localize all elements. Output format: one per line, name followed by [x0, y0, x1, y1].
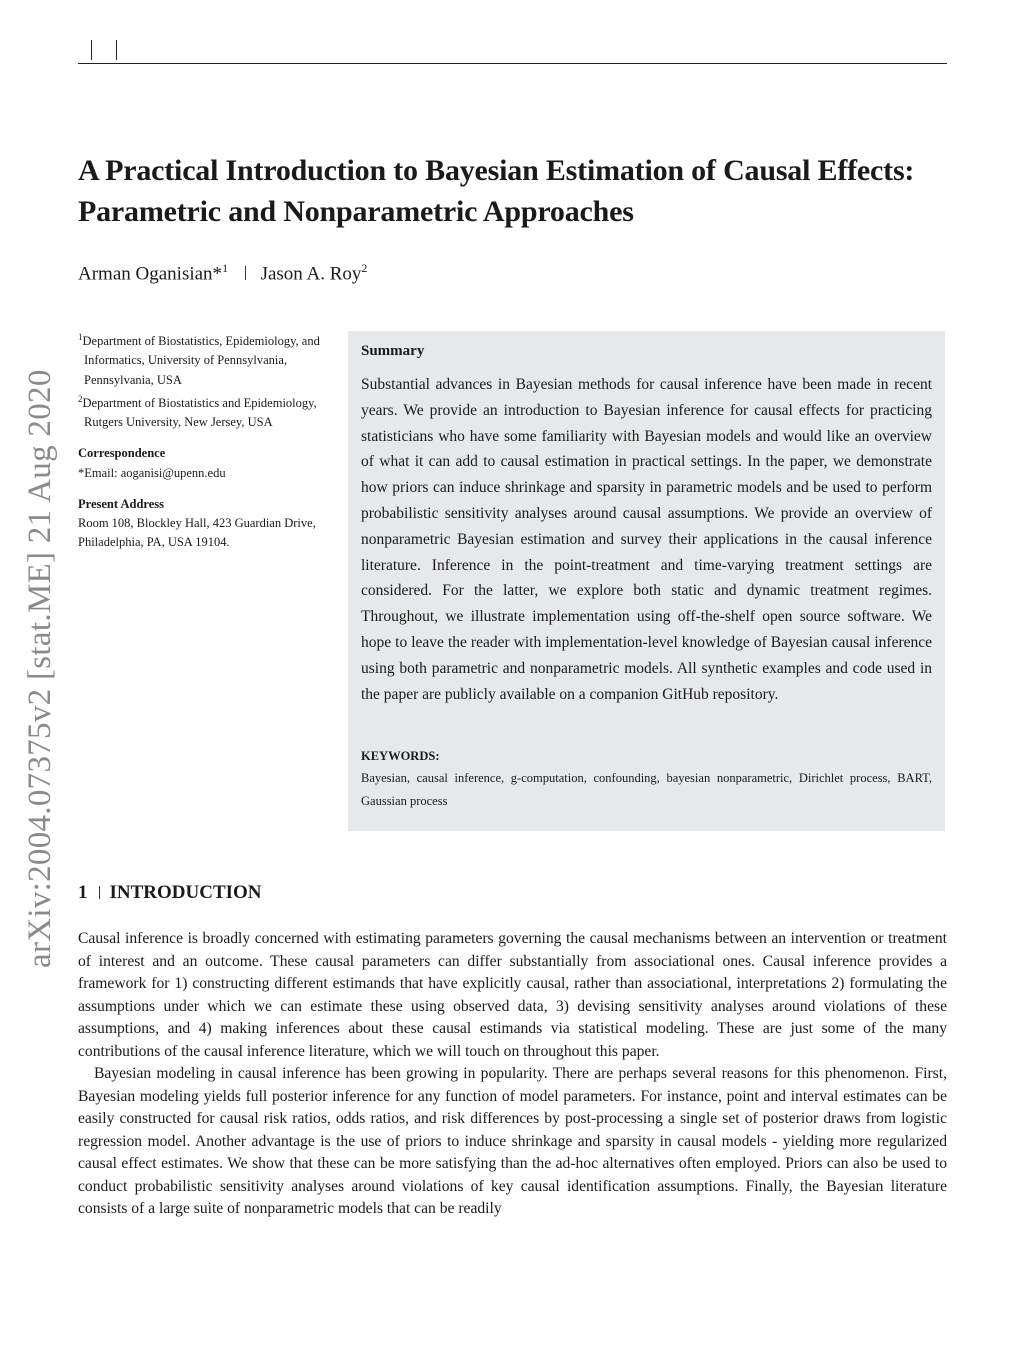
affiliation-2-marker: 2 — [78, 393, 83, 404]
section-heading — [78, 882, 262, 904]
summary-heading: Summary — [361, 343, 425, 359]
section-title: INTRODUCTION — [109, 882, 262, 903]
keywords-heading: KEYWORDS: — [361, 749, 440, 763]
affiliation-2 — [78, 390, 338, 433]
keywords-text: Bayesian, causal inference, g-computation, confounding, bayesian nonparametric, Dirichlet process, BART, Gaussian process — [361, 771, 932, 808]
affiliation-1 — [78, 328, 338, 390]
body-paragraph-2: Bayesian modeling in causal inference has been growing in popularity. There are perhaps several reasons for this phenomenon. First, Bayesian modeling yields full posterior inference for any function of model parameters. For instance, point and interval estimates can be easily constructed for causal risk ratios, odds ratios, and risk differences by post-processing a single set of posterior draws from logistic regression model. Another advantage is the use of priors to induce shrinkage and sparsity in causal models - yielding more regularized causal effect estimates. We show that these can be more satisfying than the ad-hoc alternatives often employed. Priors can also be used to conduct probabilistic sensitivity analyses around violations of key causal identification assumptions. Finally, the Bayesian literature consists of a large suite of nonparametric models that can be readily — [78, 1065, 947, 1217]
present-address-text: Room 108, Blockley Hall, 423 Guardian Drive, Philadelphia, PA, USA 19104. — [78, 515, 316, 550]
section-number: 1 — [78, 882, 88, 903]
author-line — [78, 261, 367, 285]
body-text — [78, 928, 947, 1221]
author-2-affiliation: 2 — [361, 261, 368, 275]
header-mark-left — [91, 40, 92, 60]
affiliation-1-text: Department of Biostatistics, Epidemiology, and Informatics, University of Pennsylvania, Pennsylvania, USA — [82, 334, 320, 387]
header-rule — [78, 63, 947, 64]
author-1-affiliation: 1 — [222, 261, 229, 275]
affiliations-column — [78, 328, 338, 552]
paper-title: A Practical Introduction to Bayesian Estimation of Causal Effects: Parametric and Nonparametric Approaches — [78, 154, 915, 228]
present-address-heading: Present Address — [78, 496, 164, 511]
correspondence-email: *Email: aoganisi@upenn.edu — [78, 465, 226, 480]
affiliation-1-marker: 1 — [78, 332, 83, 342]
author-separator — [245, 266, 246, 280]
author-2: Jason A. Roy — [260, 263, 362, 285]
summary-box — [348, 331, 945, 831]
section-separator — [99, 886, 100, 899]
correspondence-heading: Correspondence — [78, 446, 166, 461]
header-mark-right — [116, 40, 117, 60]
affiliation-2-text: Department of Biostatistics and Epidemiology, Rutgers University, New Jersey, USA — [82, 395, 317, 430]
arxiv-watermark: arXiv:2004.07375v2 [stat.ME] 21 Aug 2020 — [22, 369, 58, 968]
author-1: Arman Oganisian* — [78, 263, 223, 285]
summary-text: Substantial advances in Bayesian methods for causal inference have been made in recent years. We provide an introduction to Bayesian inference for causal effects for practicing statisticians who have some familiarity with Bayesian models and would like an overview of what it can add to causal estimation in practical settings. In the paper, we demonstrate how priors can induce shrinkage and sparsity in parametric models and be used to perform probabilistic sensitivity analyses around causal assumptions. We provide an overview of nonparametric Bayesian estimation and survey their applications in the causal inference literature. Inference in the point-treatment and time-varying treatment settings are considered. For the latter, we explore both static and dynamic treatment regimes. Throughout, we illustrate implementation using off-the-shelf open source software. We hope to leave the reader with implementation-level knowledge of Bayesian causal inference using both parametric and nonparametric models. All synthetic examples and code used in the paper are publicly available on a companion GitHub repository. — [361, 376, 932, 703]
body-paragraph-1: Causal inference is broadly concerned with estimating parameters governing the causal mechanisms between an intervention or treatment of interest and an outcome. These causal parameters can differ substantially from associational ones. Causal inference provides a framework for 1) constructing different estimands that have explicitly causal, rather than associational, interpretations 2) formulating the assumptions under which we can estimate these using observed data, 3) devising sensitivity analyses around violations of these assumptions, and 4) making inferences about these causal estimands via statistical modeling. These are just some of the many contributions of the causal inference literature, which we will touch on throughout this paper. — [78, 930, 947, 1060]
